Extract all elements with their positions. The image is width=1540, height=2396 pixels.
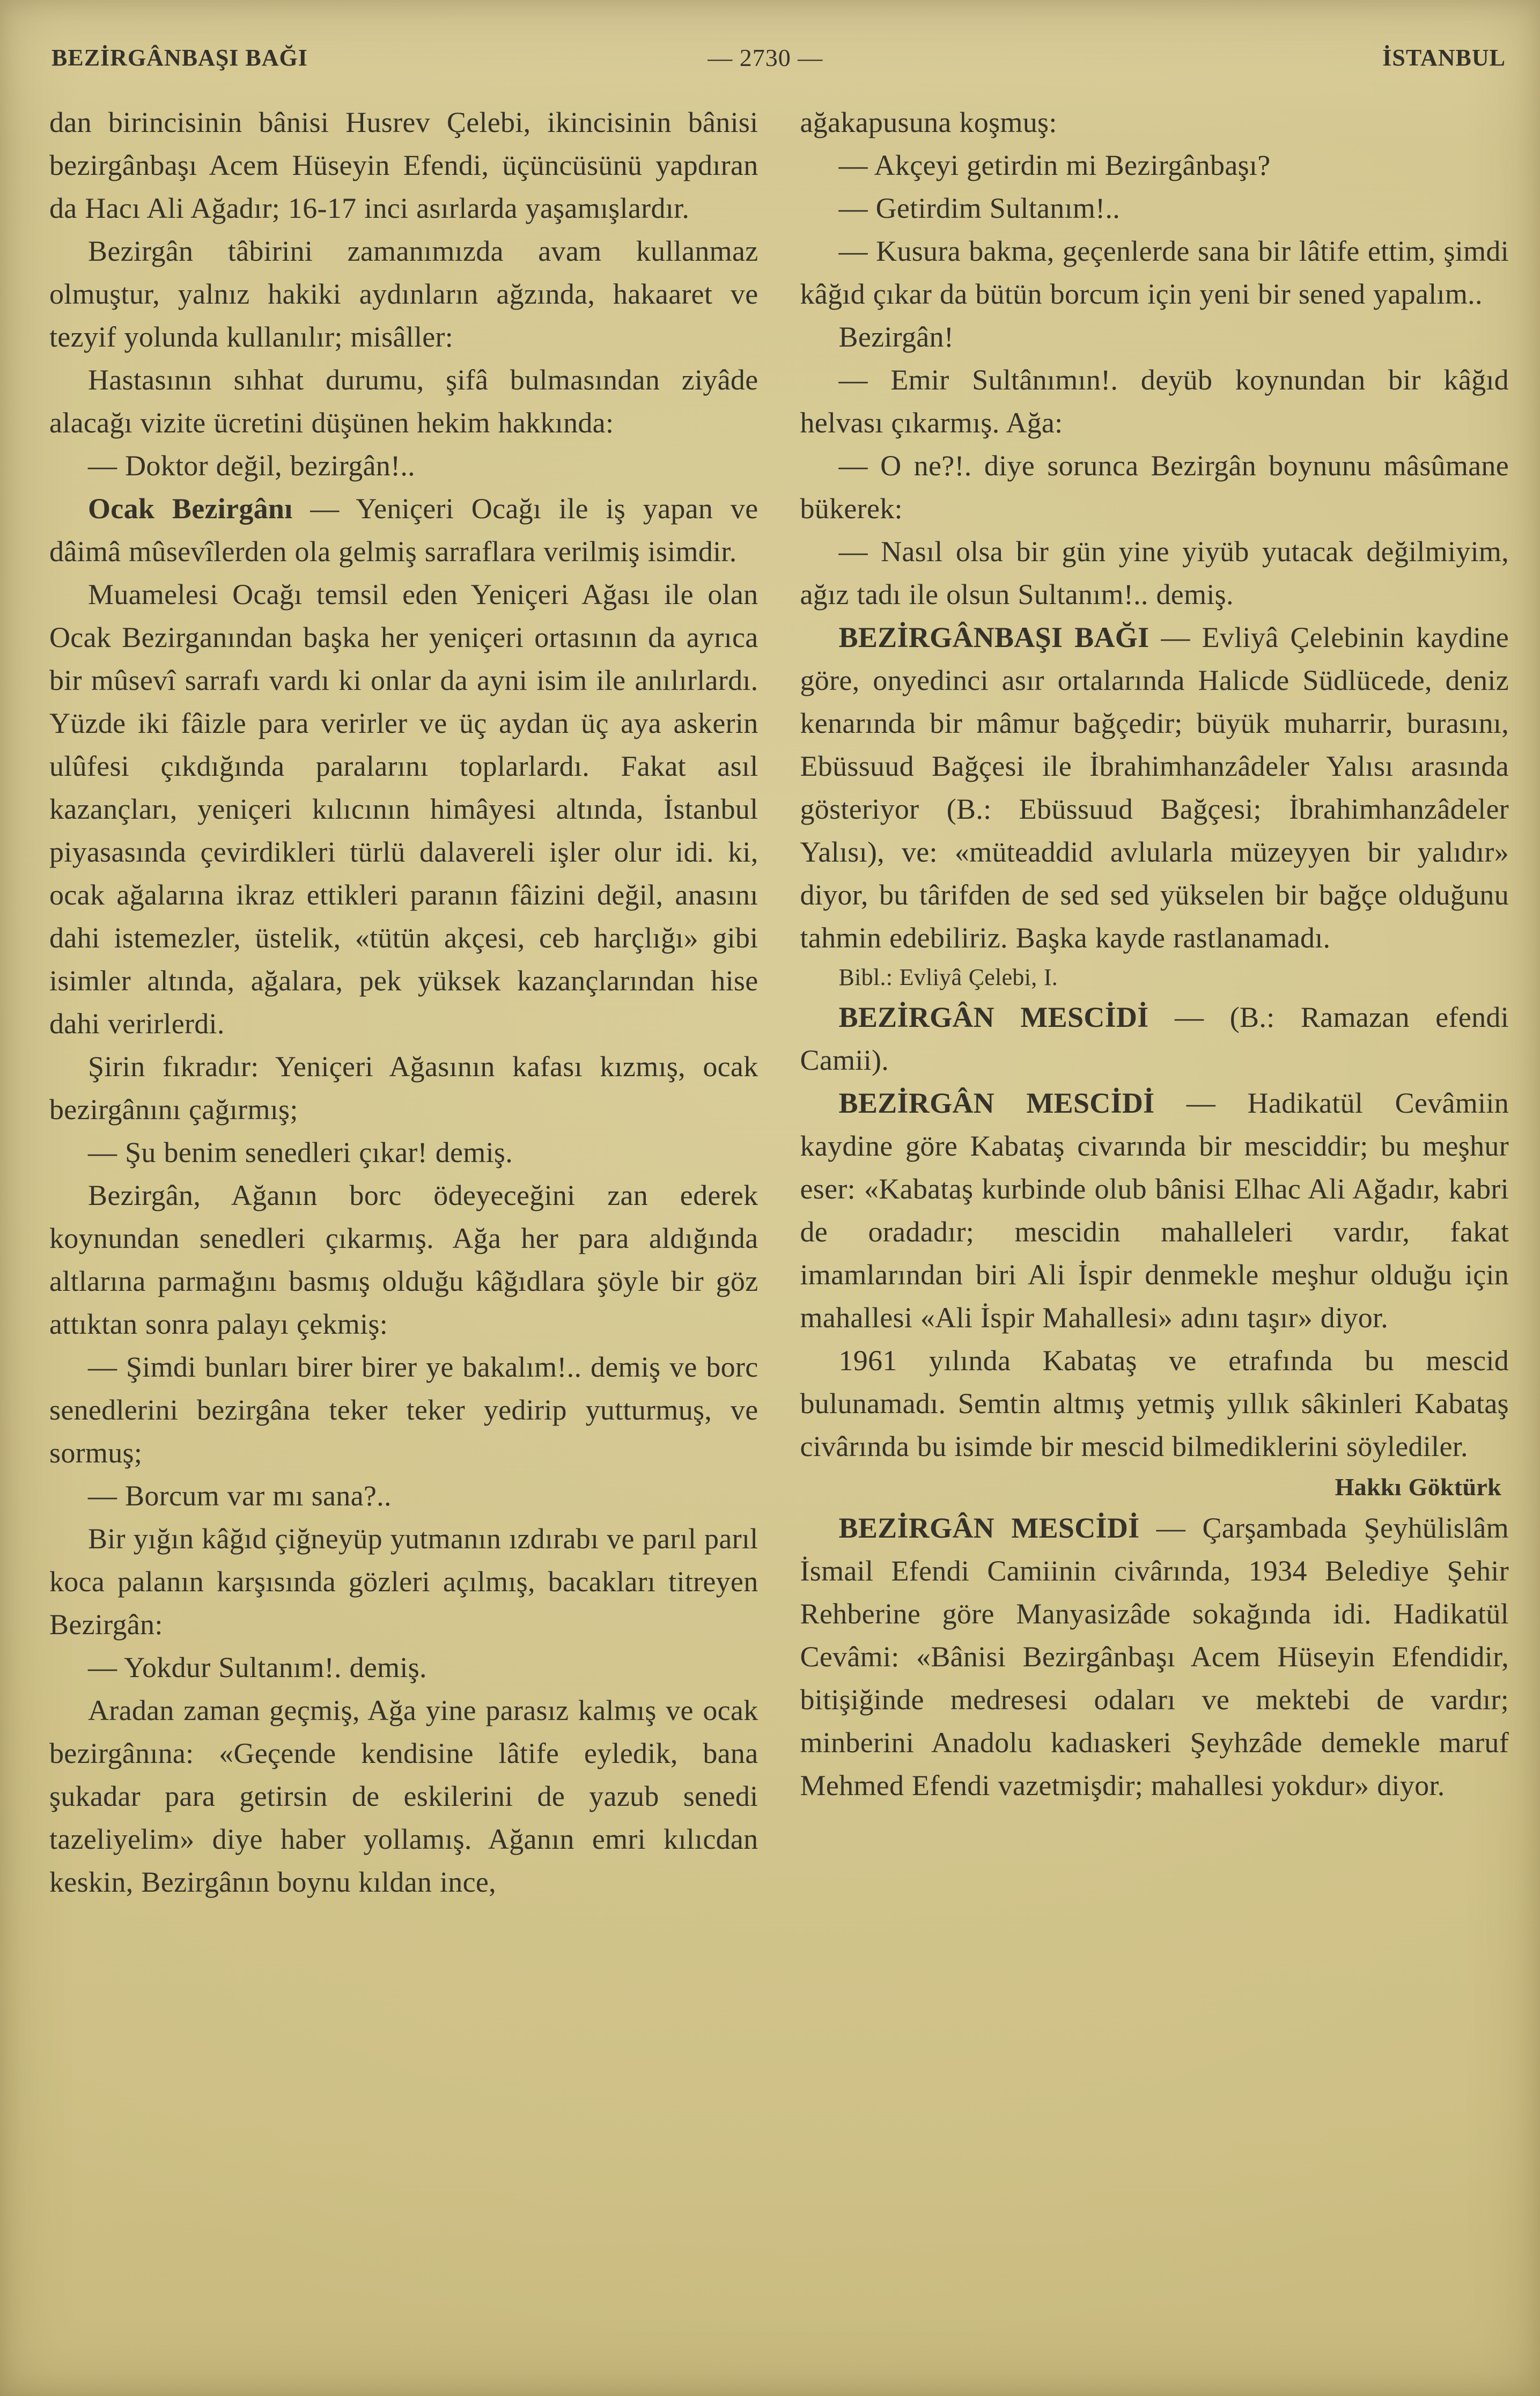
entry-term: Ocak Bezirgânı [88,493,293,525]
paragraph [800,530,1509,616]
text-run: — Yokdur Sultanım!. demiş. [88,1651,427,1684]
running-title-left: BEZİRGÂNBAŞI BAĞI [51,45,308,71]
text-run: ağakapusuna koşmuş: [800,106,1057,138]
entry-term: BEZİRGÂN MESCİDİ [838,1001,1149,1033]
paragraph [49,1346,758,1474]
entry-ocak-bezirgani [49,487,758,573]
paragraph [49,1174,758,1346]
text-run: — Şimdi bunları birer birer ye bakalım!.. demiş ve borc senedlerini bezirgâna teker teker yedirip yutturmuş, ve sormuş; [49,1351,758,1469]
text-run: — Hadikatül Cevâmiin kaydine göre Kabataş civarında bir mesciddir; bu meşhur eser: «Kabataş kurbinde olub bânisi Elhac Ali Ağadır, kabri de oradadır; mescidin mahalleleri vardır, fakat imamlarından biri Ali İspir denmekle meşhur olduğu için mahallesi «Ali İspir Mahallesi» adını taşır» diyor. [800,1087,1509,1334]
text-run: — Emir Sultânımın!. deyüb koynundan bir kâğıd helvası çıkarmış. Ağa: [800,364,1509,439]
text-run: — Şu benim senedleri çıkar! demiş. [88,1136,513,1168]
text-columns [49,101,1509,1903]
page-number: — 2730 — [708,44,823,71]
paragraph [49,358,758,444]
paragraph [800,358,1509,444]
paragraph [800,101,1509,144]
paragraph [800,315,1509,358]
text-run: — Akçeyi getirdin mi Bezirgânbaşı? [838,149,1271,181]
text-run: — Yeniçeri Ocağı ile iş yapan ve dâimâ mûsevîlerden ola gelmiş sarraflara verilmiş isimdir. [49,493,758,568]
text-run: Muamelesi Ocağı temsil eden Yeniçeri Ağası ile olan Ocak Bezirganından başka her yeniçeri ortasının da ayrıca bir mûsevî sarrafı vardı ki onlar da ayni isim ile anılırlardı. Yüzde iki fâizle para verirler ve üç aydan üç aya askerin ulûfesi çıkdığında paralarını toplarlardı. Fakat asıl kazançları, yeniçeri kılıcının himâyesi altında, İstanbul piyasasında çevirdikleri türlü dalavereli işler olur idi. ki, ocak ağalarına ikraz ettikleri paranın fâizini değil, anasını dahi istemezler, üstelik, «tütün akçesi, ceb harçlığı» gibi isimler altında, ağalara, pek yüksek kazançlarından hise dahi verirlerdi. [49,578,758,1040]
entry-term: BEZİRGÂNBAŞI BAĞI [838,621,1150,653]
text-run: 1961 yılında Kabataş ve etrafında bu mescid bulunamadı. Semtin altmış yetmiş yıllık sâkinleri Kabataş civârında bu isimde bir mescid bilmediklerini söylediler. [800,1344,1509,1462]
text-run: — O ne?!. diye sorunca Bezirgân boynunu mâsûmane bükerek: [800,450,1509,525]
text-run: Hastasının sıhhat durumu, şifâ bulmasından ziyâde alacağı vizite ücretini düşünen hekim hakkında: [49,364,758,439]
paragraph [800,187,1509,230]
paragraph [49,1474,758,1517]
bibliography-note [800,959,1509,996]
entry-bezirgan-mescidi-1 [800,996,1509,1082]
text-run: Bezirgân tâbirini zamanımızda avam kullanmaz olmuştur, yalnız hakiki aydınların ağzında, hakaaret ve tezyif yolunda kullanılır; misâller: [49,235,758,353]
paragraph [800,1339,1509,1468]
paragraph [800,444,1509,530]
left-column [49,101,758,1903]
text-run: — Kusura bakma, geçenlerde sana bir lâtife ettim, şimdi kâğıd çıkar da bütün borcum için yeni bir sened yapalım.. [800,235,1509,310]
paragraph [49,1045,758,1131]
paragraph [800,144,1509,187]
text-run: — Çarşambada Şeyhülislâm İsmail Efendi Camiinin civârında, 1934 Belediye Şehir Rehberine göre Manyasizâde sokağında idi. Hadikatül Cevâmi: «Bânisi Bezirgânbaşı Acem Hüseyin Efendidir, bitişiğinde medresesi odaları ve mektebi de vardır; minberini Anadolu kadıaskeri Şeyhzâde demekle maruf Mehmed Efendi vazetmişdir; mahallesi yokdur» diyor. [800,1512,1509,1802]
page-header [49,42,1509,76]
text-run: Şirin fıkradır: Yeniçeri Ağasının kafası kızmış, ocak bezirgânını çağırmış; [49,1050,758,1126]
paragraph [49,1646,758,1689]
text-run: Bir yığın kâğıd çiğneyüp yutmanın ızdırabı ve parıl parıl koca palanın karşısında gözleri açılmış, bacakları titreyen Bezirgân: [49,1523,758,1641]
entry-term: BEZİRGÂN MESCİDİ [838,1087,1155,1119]
entry-bezirgan-mescidi-2 [800,1082,1509,1339]
paragraph [49,101,758,230]
text-run: — Borcum var mı sana?.. [88,1480,392,1512]
text-run: — Getirdim Sultanım!.. [838,192,1121,224]
right-column [800,101,1509,1807]
text-run: Bezirgân, Ağanın borc ödeyeceğini zan ederek koynundan senedleri çıkarmış. Ağa her para aldığında altlarına parmağını basmış olduğu kâğıdlara şöyle bir göz attıktan sonra palayı çekmiş: [49,1179,758,1340]
paragraph [49,444,758,487]
author-signature [800,1468,1509,1506]
text-run: Aradan zaman geçmiş, Ağa yine parasız kalmış ve ocak bezirgânına: «Geçende kendisine lâtife eyledik, bana şukadar para getirsin de eskilerini de yazub senedi tazeliyelim» diye haber yollamış. Ağanın emri kılıcdan keskin, Bezirgânın boynu kıldan ince, [49,1694,758,1898]
text-run: — (B.: Ramazan efendi Camii). [800,1001,1509,1076]
text-run: Bibl.: Evliyâ Çelebi, I. [838,964,1058,990]
entry-term: Hakkı Göktürk [1335,1473,1501,1501]
text-run: — Evliyâ Çelebinin kaydine göre, onyedinci asır ortalarında Halicde Südlücede, deniz kenarında bir mâmur bağçedir; büyük muharrir, burasını, Ebüssuud Bağçesi ile İbrahimhanzâdeler Yalısı arasında gösteriyor (B.: Ebüssuud Bağçesi; İbrahimhanzâdeler Yalısı), ve: «müteaddid avlularla müzeyyen bir yalıdır» diyor, bu târifden de sed sed yükselen bir bağçe olduğunu tahmin edebiliriz. Başka kayde rastlanamadı. [800,621,1509,954]
paragraph [49,230,758,358]
entry-bezirganbasi-bagi [800,616,1509,959]
entry-bezirgan-mescidi-3 [800,1506,1509,1807]
paragraph [49,573,758,1045]
entry-term: BEZİRGÂN MESCİDİ [838,1512,1140,1544]
paragraph [800,230,1509,315]
text-run: — Nasıl olsa bir gün yine yiyüb yutacak değilmiyim, ağız tadı ile olsun Sultanım!.. demiş. [800,535,1509,611]
text-run: dan birincisinin bânisi Husrev Çelebi, ikincisinin bânisi bezirgânbaşı Acem Hüseyin Efendi, üçüncüsünü yapdıran da Hacı Ali Ağadır; 16-17 inci asırlarda yaşamışlardır. [49,106,758,224]
paragraph [49,1131,758,1174]
running-title-right: İSTANBUL [1382,45,1506,71]
paragraph [49,1689,758,1903]
text-run: — Doktor değil, bezirgân!.. [88,450,415,482]
text-run: Bezirgân! [838,321,954,353]
paragraph [49,1517,758,1646]
